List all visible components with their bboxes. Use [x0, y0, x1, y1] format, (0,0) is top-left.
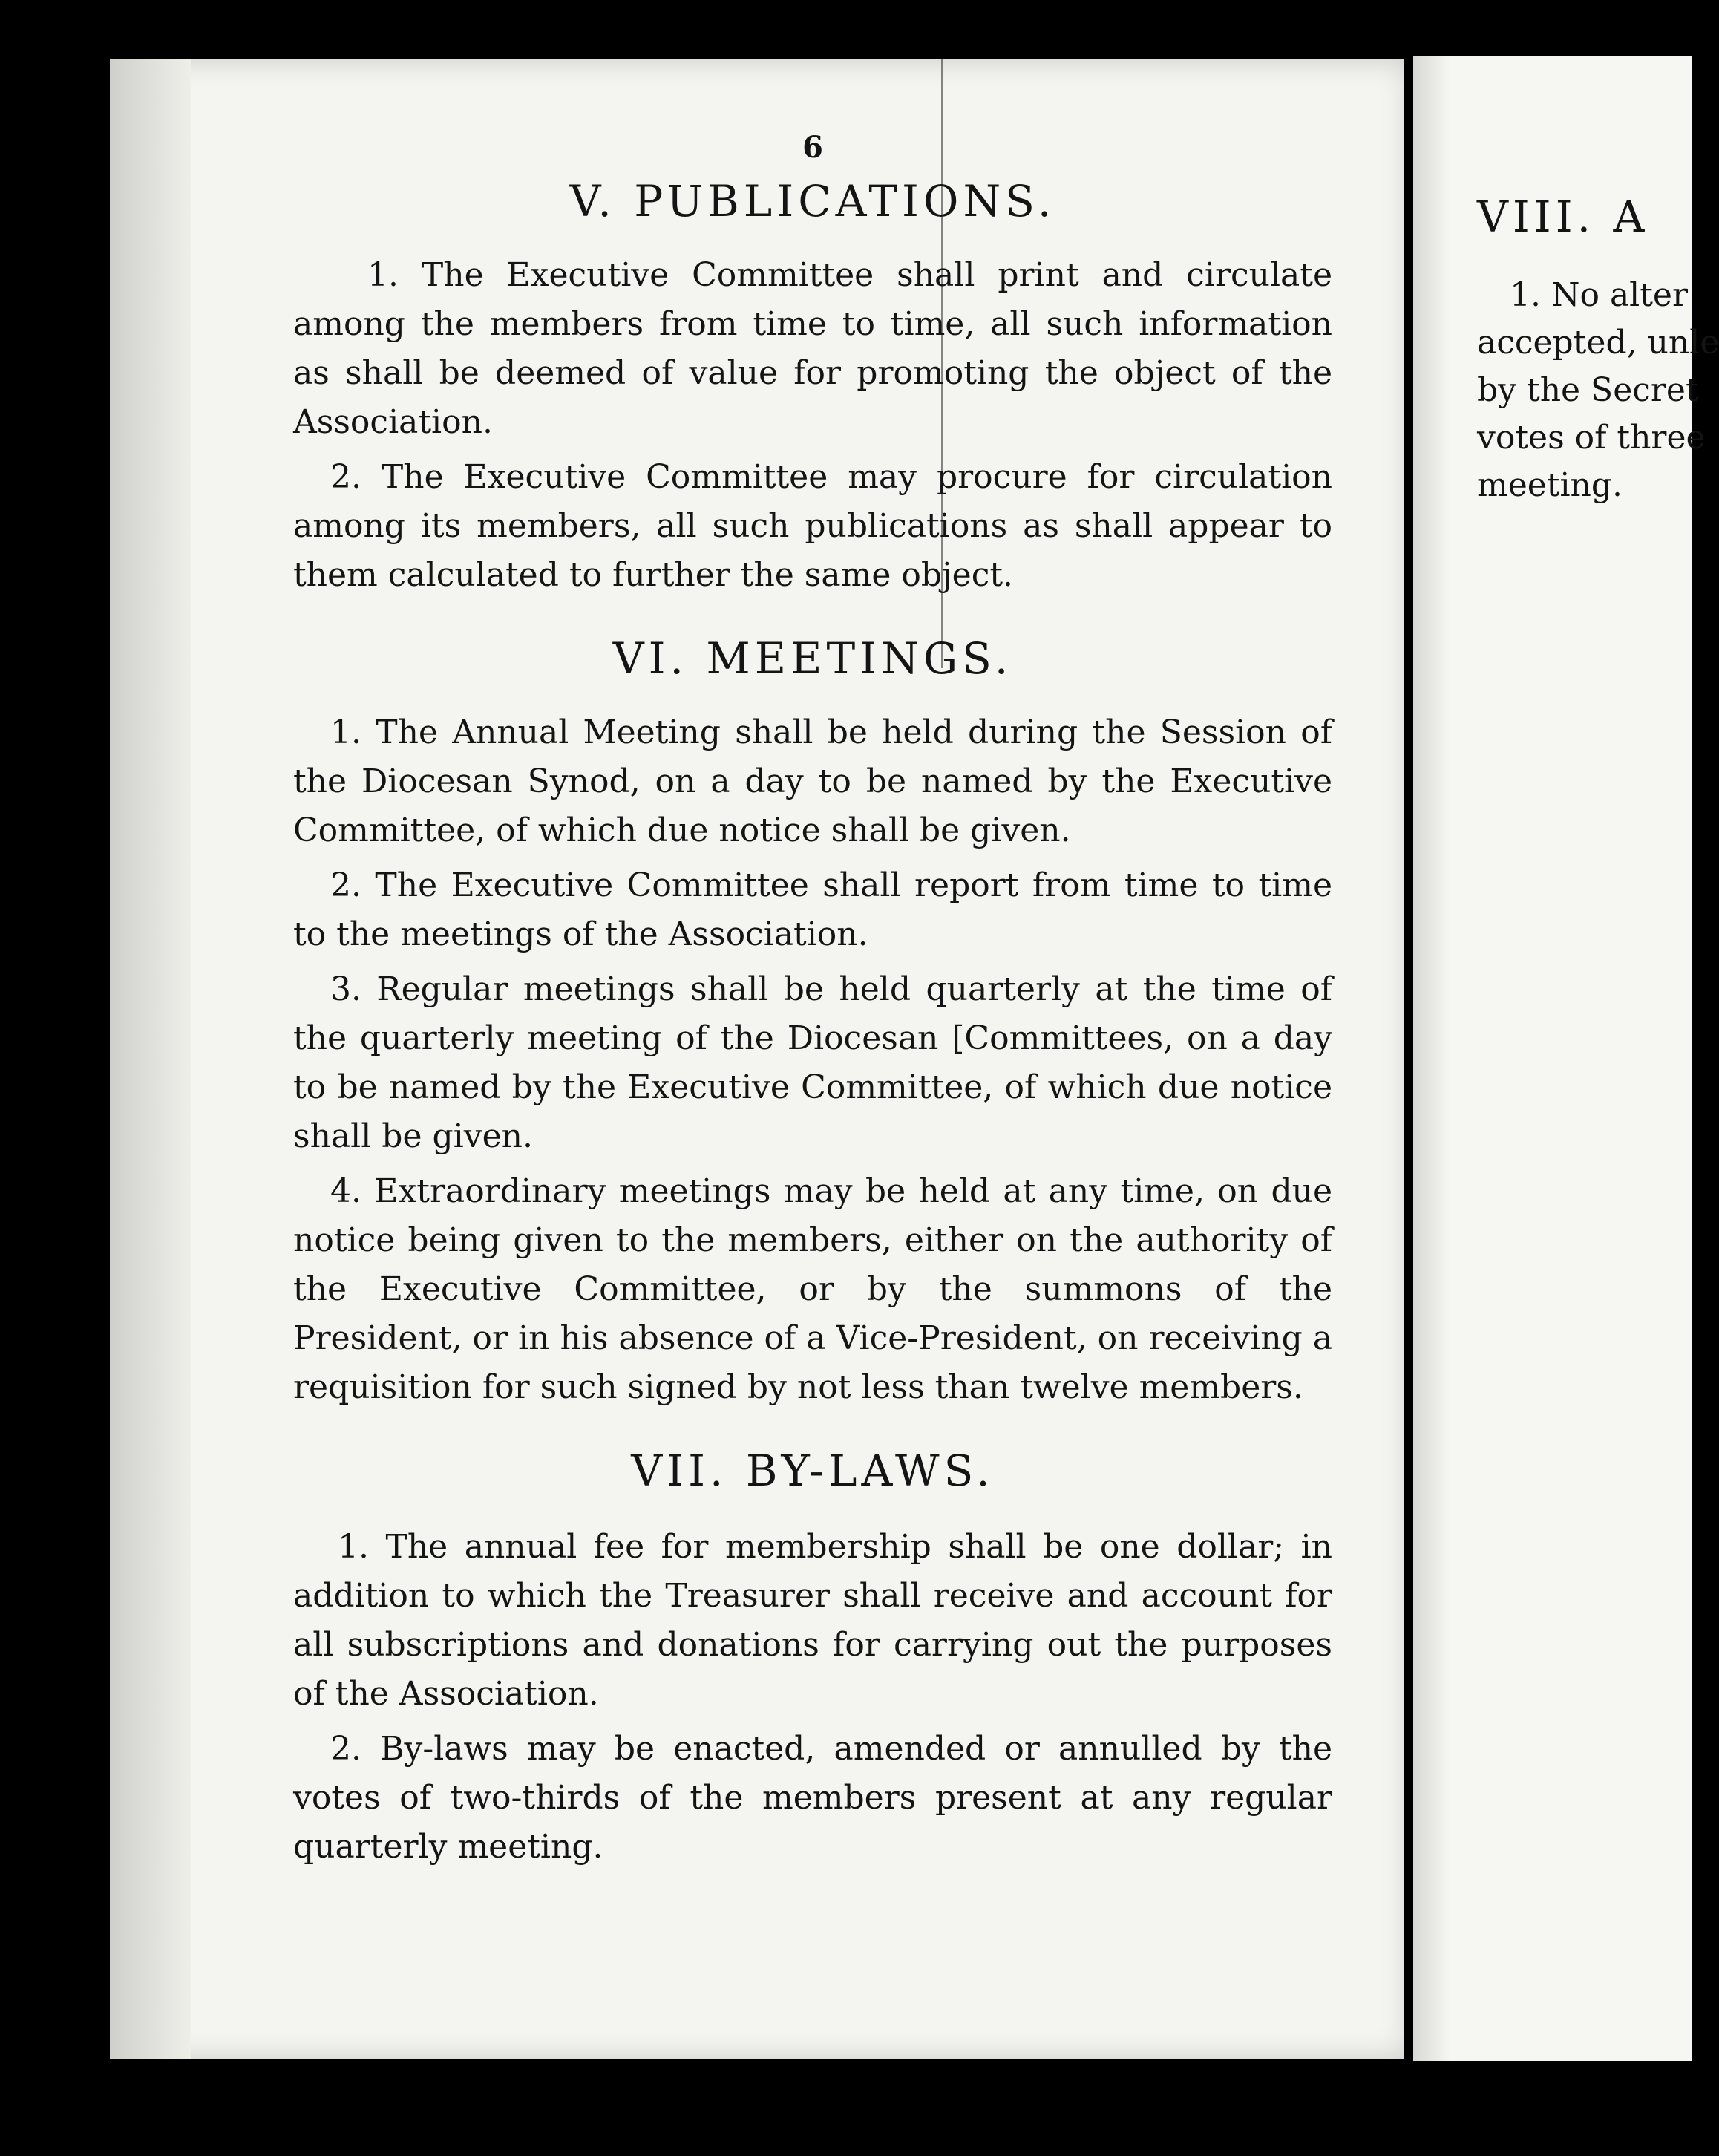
clause: 2. The Executive Committee may procure for circulation among its members, all such publications as shall appear to them calculated to further the same object.: [293, 457, 1332, 594]
page-number: 6: [802, 130, 823, 165]
clause: 2. By-laws may be enacted, amended or annulled by the votes of two-thirds of the members present at any regular quarterly meeting.: [293, 1730, 1332, 1866]
page-content: [293, 130, 1332, 1872]
facing-page-line: 1. No alter: [1510, 276, 1689, 314]
facing-page-content: [1477, 192, 1719, 509]
clause: 2. The Executive Committee shall report from time to time to the meetings of the Association.: [293, 866, 1332, 953]
clause: 3. Regular meetings shall be held quarterly at the time of the quarterly meeting of the Diocesan [Committees, on a day to be named by the Executive Committee, of which due notice shall be given.: [293, 970, 1332, 1155]
clause: 1. The Annual Meeting shall be held during the Session of the Diocesan Synod, on a day to be named by the Executive Committee, of which due notice shall be given.: [293, 713, 1332, 849]
clause: 1. The annual fee for membership shall be one dollar; in addition to which the Treasurer shall receive and account for all subscriptions and donations for carrying out the purposes of the Association.: [293, 1528, 1332, 1714]
facing-page-line: meeting.: [1477, 466, 1623, 504]
section-heading: V. PUBLICATIONS.: [569, 176, 1056, 226]
facing-page-line: by the Secret: [1477, 371, 1699, 409]
clause: 1. The Executive Committee shall print and circulate among the members from time to time, all such information as shall be deemed of value for promoting the object of the Association.: [293, 255, 1332, 441]
facing-page-line: votes of three: [1477, 419, 1706, 457]
facing-page-heading: VIII. A: [1477, 192, 1649, 242]
section-heading: VI. MEETINGS.: [612, 633, 1013, 684]
clause: 4. Extraordinary meetings may be held at any time, on due notice being given to the members, either on the authority of the Executive Committee, or by the summons of the President, or in his absence of a Vice-President, on receiving a requisition for such signed by not less than twelve members.: [293, 1172, 1332, 1406]
facing-page-line: accepted, unle: [1477, 324, 1719, 362]
section-heading: VII. BY-LAWS.: [631, 1445, 995, 1496]
